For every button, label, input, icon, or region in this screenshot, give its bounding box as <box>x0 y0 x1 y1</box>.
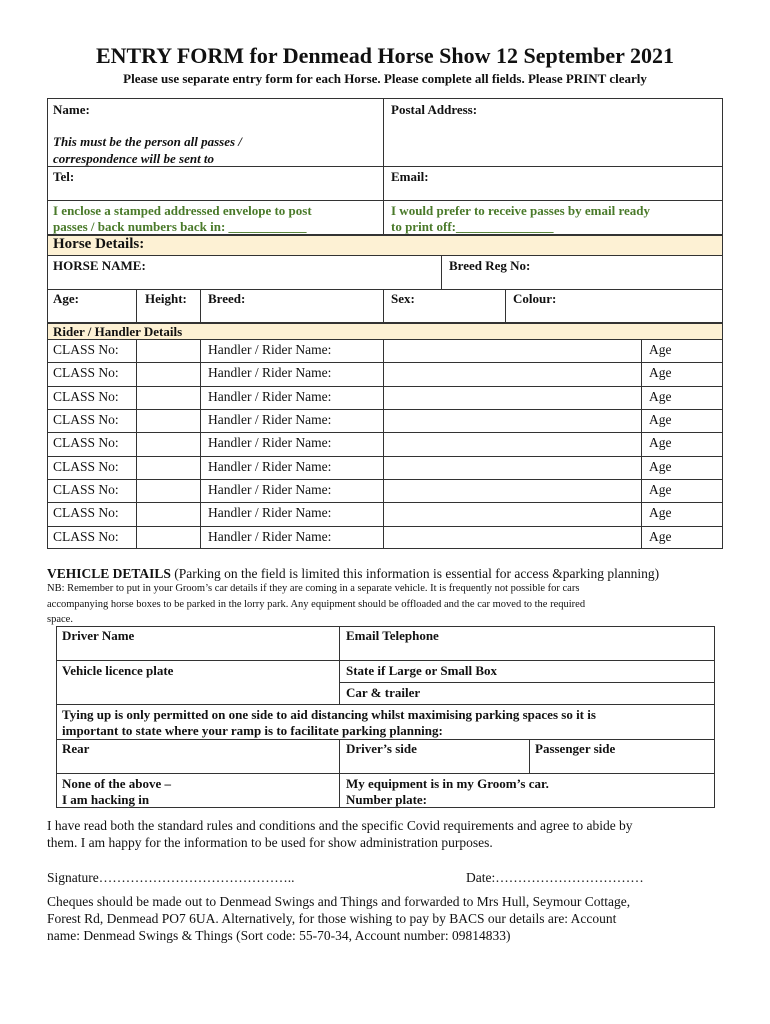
divider <box>47 386 723 387</box>
age-label: Age <box>649 528 672 544</box>
divider <box>56 660 715 661</box>
age-label: Age <box>649 365 672 381</box>
age-label: Age <box>649 342 672 357</box>
groom-number-plate: Number plate: <box>346 792 428 807</box>
box-size-label: State if Large or Small Box <box>346 663 498 678</box>
vehicle-heading: VEHICLE DETAILS <box>47 566 171 581</box>
car-trailer-label: Car & trailer <box>346 685 421 700</box>
breed-reg-label: Breed Reg No: <box>449 258 531 273</box>
email-telephone-label: Email Telephone <box>346 628 439 643</box>
signature-field: Signature…………………………………….. <box>47 870 295 885</box>
height-label: Height: <box>145 291 187 306</box>
divider <box>383 289 384 323</box>
age-label: Age <box>649 411 672 427</box>
payment-details: name: Denmead Swings & Things (Sort code: 55-70-34, Account number: 09814833) <box>47 928 511 943</box>
date-field: Date:…………………………… <box>466 870 644 885</box>
postal-address-label: Postal Address: <box>391 102 478 117</box>
handler-name-label: Handler / Rider Name: <box>208 435 332 451</box>
age-label: Age <box>649 481 672 497</box>
handler-name-label: Handler / Rider Name: <box>208 458 332 474</box>
vehicle-nb: space. <box>47 614 73 625</box>
drivers-side-option: Driver’s side <box>346 741 417 756</box>
licence-plate-label: Vehicle licence plate <box>62 663 174 678</box>
handler-name-label: Handler / Rider Name: <box>208 411 332 427</box>
divider <box>339 626 340 704</box>
passenger-side-option: Passenger side <box>535 741 616 756</box>
email-pref-option: to print off:_______________ <box>391 219 554 234</box>
declaration: I have read both the standard rules and conditions and the specific Covid requirements and agree to abide by <box>47 818 633 833</box>
class-no-label: CLASS No: <box>53 342 119 357</box>
tying-note: Tying up is only permitted on one side to aid distancing whilst maximising parking spaces so it is <box>62 707 596 722</box>
vehicle-heading-note: (Parking on the field is limited this information is essential for access &parking planning) <box>174 566 660 581</box>
divider <box>200 289 201 323</box>
horse-section <box>47 235 723 323</box>
rider-table <box>47 323 723 549</box>
handler-name-label: Handler / Rider Name: <box>208 388 332 404</box>
divider <box>56 704 715 705</box>
divider <box>47 526 723 527</box>
age-label: Age <box>649 388 672 404</box>
divider <box>505 289 506 323</box>
hacking-option: I am hacking in <box>62 792 150 807</box>
tying-note: important to state where your ramp is to facilitate parking planning: <box>62 723 443 738</box>
class-no-label: CLASS No: <box>53 458 119 474</box>
handler-name-label: Handler / Rider Name: <box>208 505 332 521</box>
class-no-label: CLASS No: <box>53 528 119 544</box>
declaration: them. I am happy for the information to be used for show administration purposes. <box>47 835 493 850</box>
divider <box>47 432 723 433</box>
vehicle-nb: NB: Remember to put in your Groom’s car details if they are coming in a separate vehicle. It is frequently not possible for cars <box>47 583 580 594</box>
age-label: Age <box>649 435 672 451</box>
class-no-label: CLASS No: <box>53 505 119 521</box>
divider <box>529 739 530 773</box>
handler-name-label: Handler / Rider Name: <box>208 528 332 544</box>
vehicle-nb: accompanying horse boxes to be parked in the lorry park. Any equipment should be offloaded and the car moved to the required <box>47 599 586 610</box>
tel-label: Tel: <box>53 169 75 184</box>
class-no-label: CLASS No: <box>53 481 119 497</box>
divider <box>47 255 723 256</box>
divider <box>641 339 642 549</box>
email-pref-option: I would prefer to receive passes by email ready <box>391 203 651 218</box>
envelope-option: I enclose a stamped addressed envelope to post <box>53 203 312 218</box>
email-label: Email: <box>391 169 429 184</box>
divider <box>47 362 723 363</box>
name-note: This must be the person all passes / <box>53 134 242 149</box>
class-no-label: CLASS No: <box>53 435 119 451</box>
handler-name-label: Handler / Rider Name: <box>208 365 332 381</box>
name-label: Name: <box>53 102 90 117</box>
horse-name-label: HORSE NAME: <box>53 258 146 273</box>
divider <box>47 502 723 503</box>
divider <box>339 682 715 683</box>
divider <box>339 739 340 808</box>
payment-details: Forest Rd, Denmead PO7 6UA. Alternatively, for those wishing to pay by BACS our details are: Account <box>47 911 617 926</box>
colour-label: Colour: <box>513 291 557 306</box>
class-no-label: CLASS No: <box>53 411 119 427</box>
divider <box>56 773 715 774</box>
breed-label: Breed: <box>208 291 246 306</box>
divider <box>47 409 723 410</box>
hacking-option: None of the above – <box>62 776 172 791</box>
divider <box>56 739 715 740</box>
horse-details-heading: Horse Details: <box>53 236 145 252</box>
handler-name-label: Handler / Rider Name: <box>208 481 332 497</box>
divider <box>441 255 442 289</box>
age-label: Age <box>649 458 672 474</box>
divider <box>47 289 723 290</box>
divider <box>200 339 201 549</box>
divider <box>383 339 384 549</box>
divider <box>47 339 723 340</box>
divider <box>47 200 723 201</box>
rear-option: Rear <box>62 741 90 756</box>
name-note: correspondence will be sent to <box>53 151 215 166</box>
form-subtitle: Please use separate entry form for each Horse. Please complete all fields. Please PRINT clearly <box>123 71 647 86</box>
divider <box>47 479 723 480</box>
class-no-label: CLASS No: <box>53 365 119 381</box>
payment-details: Cheques should be made out to Denmead Swings and Things and forwarded to Mrs Hull, Seymour Cottage, <box>47 894 631 909</box>
driver-name-label: Driver Name <box>62 628 135 643</box>
class-no-label: CLASS No: <box>53 388 119 404</box>
age-label: Age <box>649 505 672 521</box>
age-label: Age: <box>53 291 79 306</box>
form-title: ENTRY FORM for Denmead Horse Show 12 September 2021 <box>95 43 675 68</box>
envelope-option: passes / back numbers back in: ____________ <box>53 219 307 234</box>
vehicle-heading-line <box>47 566 659 582</box>
divider <box>136 289 137 323</box>
handler-name-label: Handler / Rider Name: <box>208 342 332 357</box>
sex-label: Sex: <box>391 291 415 306</box>
groom-car-option: My equipment is in my Groom’s car. <box>346 776 549 791</box>
divider <box>47 456 723 457</box>
divider <box>136 339 137 549</box>
rider-details-heading: Rider / Handler Details <box>53 324 183 339</box>
